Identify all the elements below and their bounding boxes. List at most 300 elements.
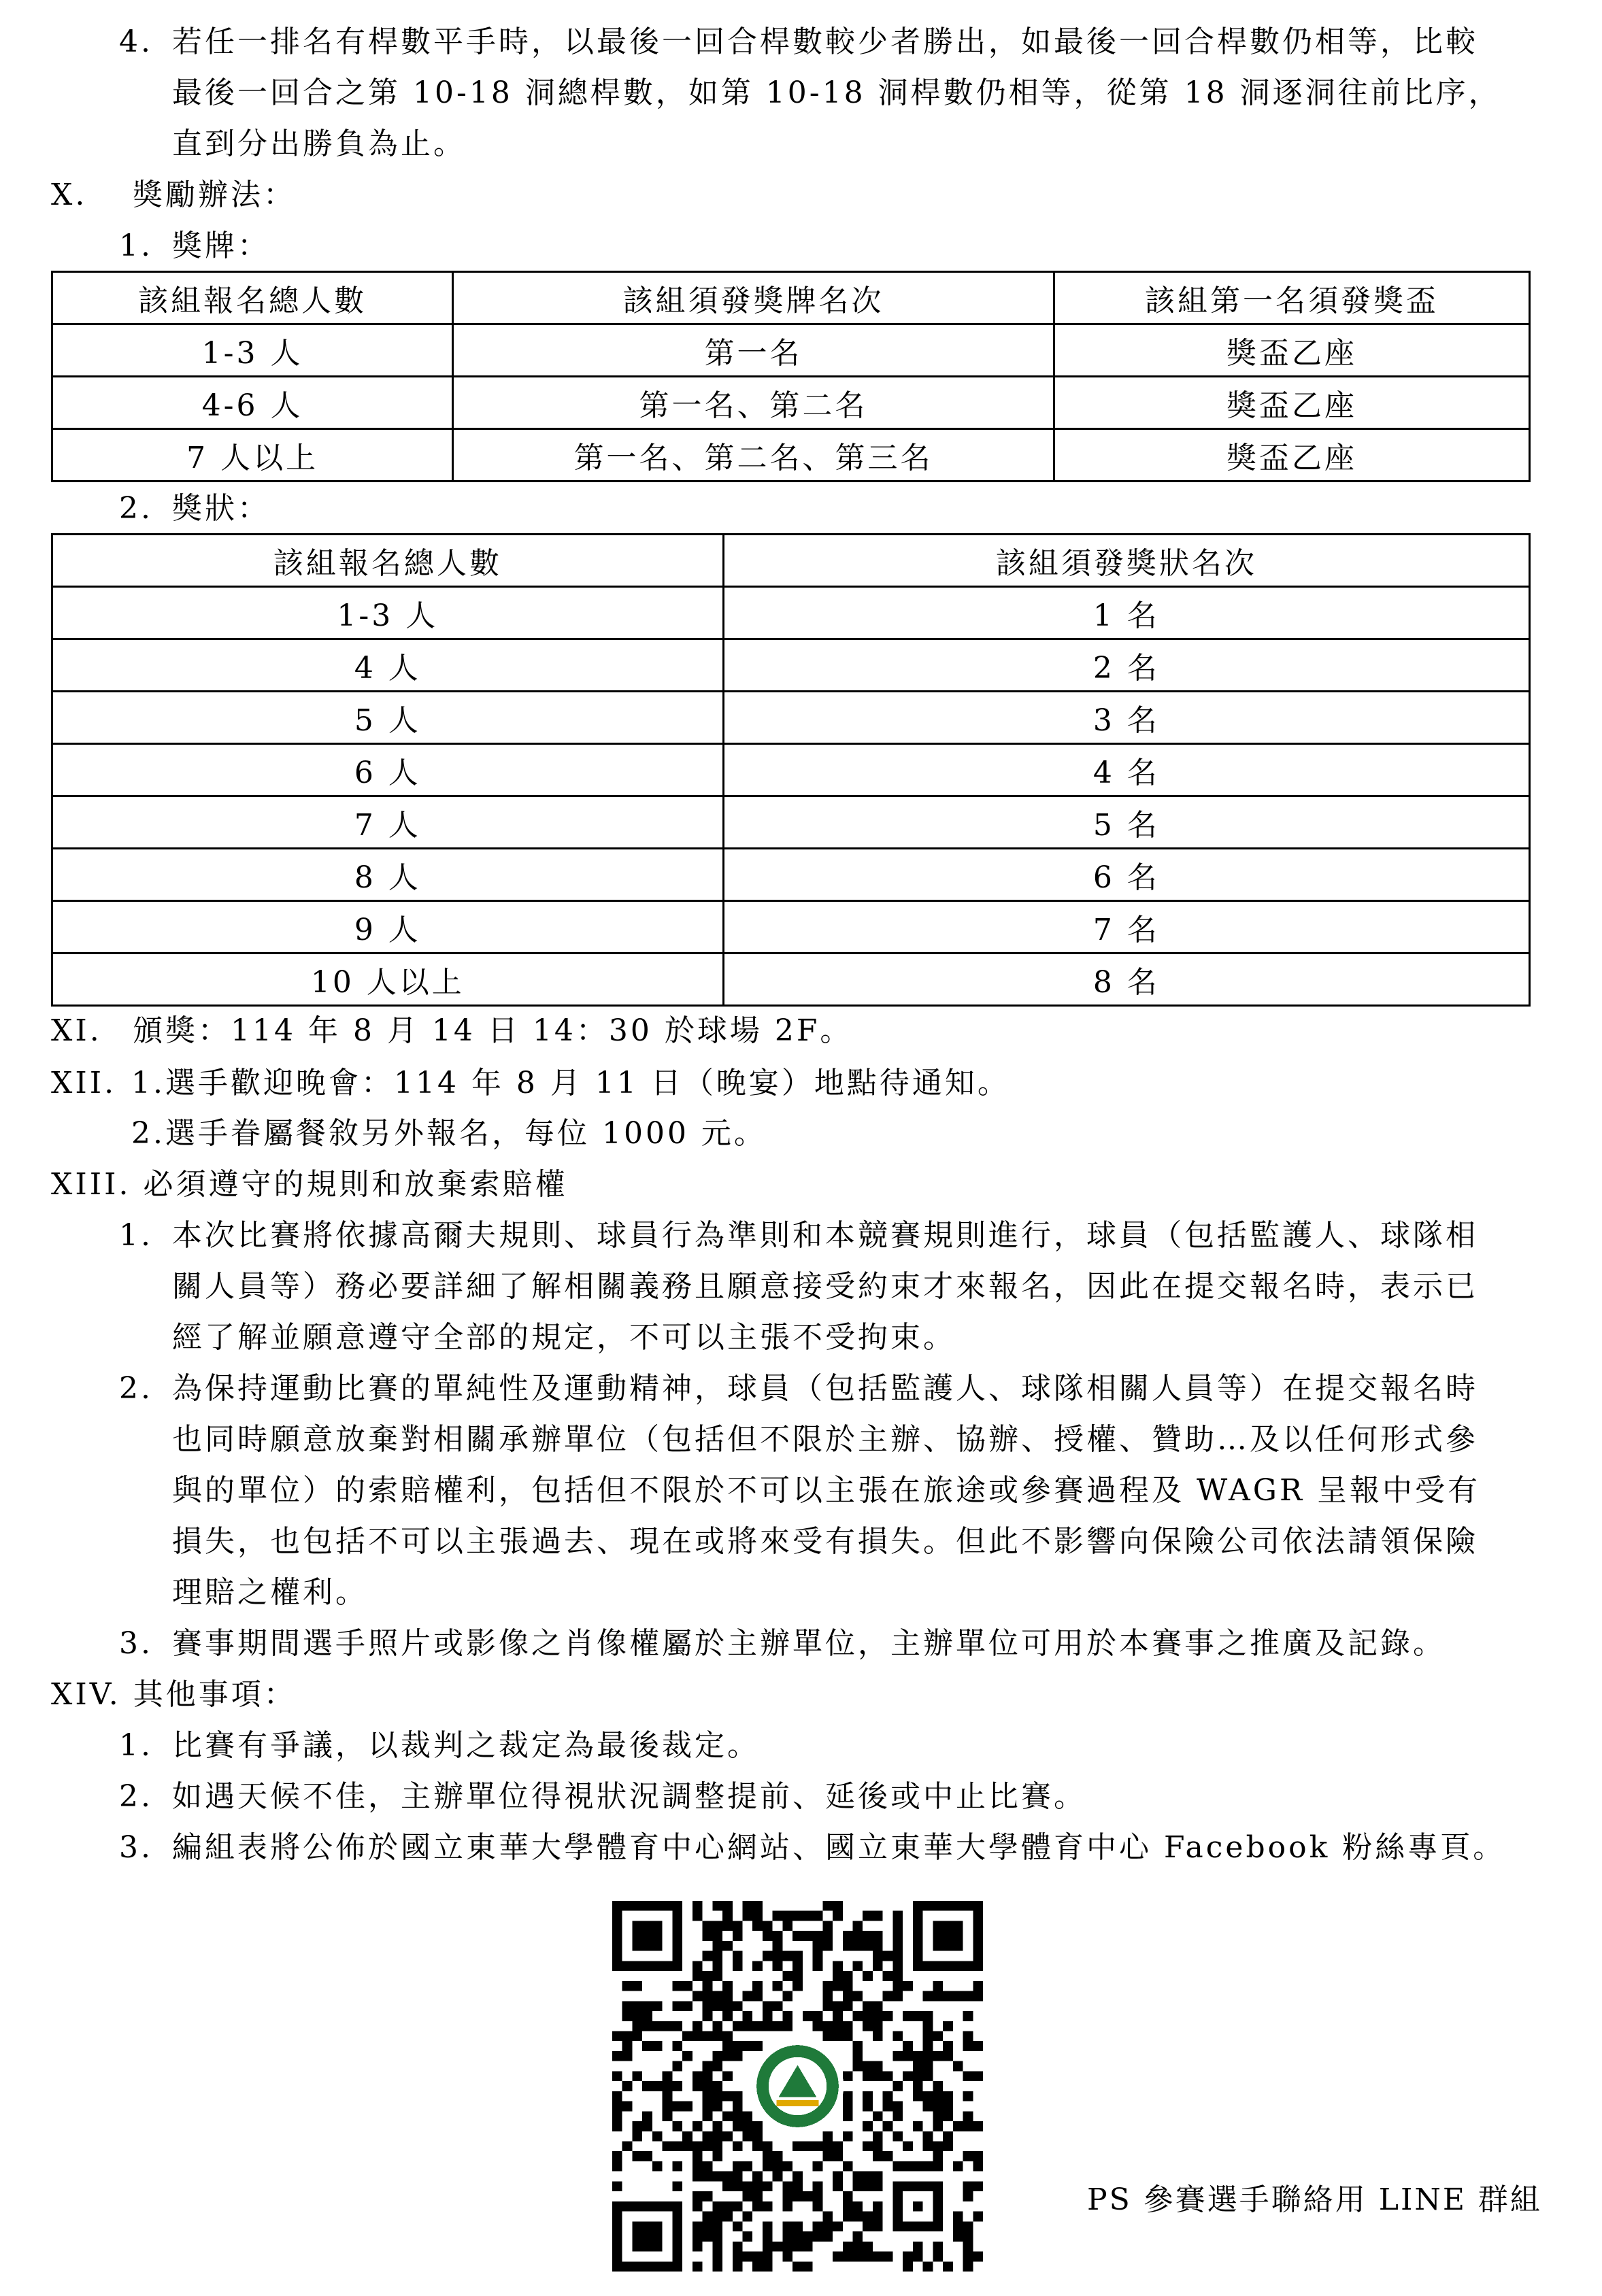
table-row [52, 953, 1530, 1006]
qr-module [752, 2191, 763, 2201]
qr-module [782, 1971, 792, 1981]
qr-module [923, 2142, 933, 2152]
qr-module [843, 1931, 853, 1941]
qr-module [853, 2242, 863, 2252]
qr-module [843, 2111, 853, 2121]
qr-module [733, 2041, 743, 2051]
sec13-item3-line1: 3. 賽事期間選手照片或影像之肖像權屬於主辦單位，主辦單位可用於本賽事之推廣及記錄。 [119, 1626, 1446, 1661]
qr-module [733, 2111, 743, 2121]
qr-module [712, 1951, 722, 1961]
qr-module [712, 2051, 722, 2061]
qr-module [973, 2161, 983, 2172]
qr-module [712, 1971, 722, 1981]
qr-module [642, 2151, 652, 2161]
table-header-cell: 該組第一名須發獎盃 [1054, 272, 1529, 324]
qr-module [622, 2031, 633, 2041]
qr-module [712, 1931, 722, 1941]
table-cell: 9 人 [52, 901, 724, 953]
qr-module [813, 2021, 823, 2031]
qr-module [883, 2151, 893, 2161]
qr-module [803, 2011, 813, 2021]
qr-module [813, 2181, 823, 2191]
qr-module [933, 2121, 943, 2131]
qr-module [703, 1991, 713, 2002]
table-row [52, 429, 1530, 482]
qr-module [892, 1911, 903, 1921]
qr-module [873, 2011, 883, 2021]
qr-module [892, 1991, 903, 2002]
qr-module [692, 2031, 703, 2041]
qr-module [803, 2191, 813, 2201]
qr-module [752, 1921, 763, 1931]
qr-module [742, 2212, 752, 2222]
qr-module [833, 2021, 843, 2031]
qr-module [873, 2212, 883, 2222]
qr-module [873, 2031, 883, 2041]
qr-module [813, 1961, 823, 1971]
qr-module [612, 2071, 622, 2081]
qr-module [773, 1941, 783, 1951]
qr-module [722, 2071, 733, 2081]
qr-module [843, 2212, 853, 2222]
qr-module [923, 2051, 933, 2061]
qr-module [822, 1901, 833, 1911]
qr-module [863, 2011, 873, 2021]
qr-module [733, 2001, 743, 2011]
qr-module [642, 2001, 652, 2011]
qr-module [873, 2252, 883, 2262]
qr-module [782, 2242, 792, 2252]
qr-module [612, 2101, 622, 2112]
qr-module [963, 2191, 973, 2201]
medal-heading: 1. 獎牌： [119, 229, 270, 263]
qr-module [763, 2181, 773, 2191]
qr-module [792, 2142, 803, 2152]
qr-module [752, 2201, 763, 2212]
qr-module [853, 2041, 863, 2051]
qr-module [863, 2172, 873, 2182]
qr-module [742, 2131, 752, 2142]
qr-module [692, 1991, 703, 2002]
qr-module [632, 2031, 642, 2041]
qr-module [763, 2201, 773, 2212]
qr-module [763, 2161, 773, 2172]
qr-module [963, 2011, 973, 2021]
qr-module [963, 2221, 973, 2231]
qr-module [703, 2191, 713, 2201]
qr-module [903, 2261, 913, 2272]
qr-module [692, 2172, 703, 2182]
qr-module [722, 1901, 733, 1911]
qr-module [913, 2121, 923, 2131]
qr-module [873, 2001, 883, 2011]
qr-module [973, 2041, 983, 2051]
qr-module [803, 1931, 813, 1941]
qr-module [712, 2221, 722, 2231]
qr-module [892, 2131, 903, 2142]
qr-module [873, 2221, 883, 2231]
qr-module [733, 2021, 743, 2031]
qr-module [822, 2031, 833, 2041]
qr-module [953, 1991, 963, 2002]
qr-module [913, 2081, 923, 2091]
table-cell: 2 名 [723, 639, 1529, 692]
qr-module [692, 2121, 703, 2131]
qr-module [692, 2201, 703, 2212]
qr-module [943, 2142, 953, 2152]
table-header-cell: 該組報名總人數 [52, 272, 453, 324]
table-cell: 4 人 [52, 639, 724, 692]
qr-module [822, 1921, 833, 1931]
qr-module [813, 1931, 823, 1941]
table-cell: 第一名 [453, 324, 1054, 377]
qr-module [903, 2051, 913, 2061]
qr-module [763, 2221, 773, 2231]
qr-module [733, 2101, 743, 2112]
qr-module [843, 2201, 853, 2212]
qr-module [873, 1941, 883, 1951]
qr-module [703, 2071, 713, 2081]
table-row [52, 849, 1530, 901]
qr-module [742, 2041, 752, 2051]
qr-module [973, 1981, 983, 1991]
qr-module [863, 1931, 873, 1941]
qr-module [712, 2231, 722, 2242]
table-cell: 第一名、第二名 [453, 377, 1054, 429]
qr-module [943, 2091, 953, 2101]
qr-module [873, 2201, 883, 2212]
qr-module [853, 2201, 863, 2212]
qr-module [843, 2031, 853, 2041]
qr-module [892, 1951, 903, 1961]
qr-module [973, 2252, 983, 2262]
qr-module [663, 2091, 673, 2101]
qr-module [672, 2101, 682, 2112]
qr-module [863, 2021, 873, 2031]
qr-module [703, 2061, 713, 2072]
qr-module [892, 1921, 903, 1931]
qr-module [943, 2051, 953, 2061]
qr-module [752, 2041, 763, 2051]
qr-module [863, 2101, 873, 2112]
qr-module [913, 2161, 923, 2172]
qr-module [712, 2261, 722, 2272]
qr-module [733, 1951, 743, 1961]
qr-module [853, 1921, 863, 1931]
qr-module [933, 2101, 943, 2112]
qr-module [692, 2021, 703, 2031]
qr-module [692, 1971, 703, 1981]
qr-module [792, 1971, 803, 1981]
qr-module [913, 2091, 923, 2101]
sec13-item2-line3: 與的單位）的索賠權利，包括但不限於不可以主張在旅途或參賽過程及 WAGR 呈報中受有 [172, 1473, 1481, 1508]
qr-module [822, 1931, 833, 1941]
sec13-item1-line3: 經了解並願意遵守全部的規定，不可以主張不受拘束。 [172, 1320, 956, 1355]
qr-module [833, 1971, 843, 1981]
qr-module [873, 2111, 883, 2121]
qr-module [652, 2001, 663, 2011]
qr-module [752, 2131, 763, 2142]
qr-module [822, 1941, 833, 1951]
qr-module [973, 1991, 983, 2002]
qr-module [792, 2261, 803, 2272]
qr-module [763, 2021, 773, 2031]
qr-module [703, 2221, 713, 2231]
table-cell: 10 人以上 [52, 953, 724, 1006]
qr-module [733, 2181, 743, 2191]
qr-module [752, 1911, 763, 1921]
table-row [52, 692, 1530, 744]
qr-module [782, 1991, 792, 2002]
qr-module [822, 2221, 833, 2231]
qr-module [913, 2071, 923, 2081]
qr-module [943, 2131, 953, 2142]
qr-module [843, 2001, 853, 2011]
qr-module [792, 1981, 803, 1991]
qr-module [612, 2161, 622, 2172]
qr-module [803, 2242, 813, 2252]
qr-module [903, 2161, 913, 2172]
qr-module [792, 2181, 803, 2191]
qr-module [712, 2021, 722, 2031]
qr-module [663, 2081, 673, 2091]
qr-module [933, 2151, 943, 2161]
qr-module [923, 1991, 933, 2002]
table-cell: 6 人 [52, 744, 724, 796]
qr-module [813, 1911, 823, 1921]
qr-module [722, 2212, 733, 2222]
qr-module [682, 2131, 692, 2142]
qr-module [813, 1941, 823, 1951]
qr-module [782, 2252, 792, 2262]
qr-module [742, 1991, 752, 2002]
table-header-row [52, 272, 1530, 324]
qr-module [632, 2151, 642, 2161]
sec13-item2-line4: 損失，也包括不可以主張過去、現在或將來受有損失。但此不影響向保險公司依法請領保險 [172, 1524, 1478, 1559]
qr-module [963, 2111, 973, 2121]
qr-module [652, 2041, 663, 2051]
qr-module [712, 1921, 722, 1931]
qr-module [632, 1981, 642, 1991]
qr-module [752, 1981, 763, 1991]
qr-module [843, 2021, 853, 2031]
qr-module [903, 2071, 913, 2081]
qr-module [873, 2151, 883, 2161]
qr-module [943, 2261, 953, 2272]
qr-module [692, 2221, 703, 2231]
qr-module [853, 1941, 863, 1951]
qr-module [833, 2252, 843, 2262]
qr-module [973, 2151, 983, 2161]
qr-module [873, 1911, 883, 1921]
qr-module [822, 2021, 833, 2031]
qr-module [843, 1981, 853, 1991]
qr-module [672, 2001, 682, 2011]
table-cell: 5 名 [723, 796, 1529, 849]
qr-module [712, 2081, 722, 2091]
qr-module [863, 2001, 873, 2011]
qr-module [822, 2131, 833, 2142]
qr-module [913, 2051, 923, 2061]
qr-module [752, 2261, 763, 2272]
qr-module [632, 2021, 642, 2031]
qr-module [733, 2172, 743, 2182]
qr-module [752, 2181, 763, 2191]
qr-module [692, 2081, 703, 2091]
qr-module [943, 2041, 953, 2051]
qr-module [792, 1911, 803, 1921]
qr-module [622, 2001, 633, 2011]
qr-module [622, 2041, 633, 2051]
qr-module [933, 2081, 943, 2091]
qr-module [813, 2221, 823, 2231]
qr-module [973, 2071, 983, 2081]
sec13-item2-line5: 理賠之權利。 [172, 1575, 368, 1610]
qr-module [792, 2172, 803, 2182]
table-cell: 7 人 [52, 796, 724, 849]
qr-module [782, 2011, 792, 2021]
qr-module [843, 1991, 853, 2002]
qr-module [773, 2161, 783, 2172]
qr-module [843, 2161, 853, 2172]
qr-module [892, 2051, 903, 2061]
qr-module [632, 2001, 642, 2011]
qr-module [612, 2181, 622, 2191]
qr-module [703, 2212, 713, 2222]
qr-module [682, 2142, 692, 2152]
qr-module [873, 1961, 883, 1971]
qr-module [943, 1991, 953, 2002]
qr-module [963, 2151, 973, 2161]
qr-module [682, 1981, 692, 1991]
qr-module [622, 1981, 633, 1991]
qr-module [663, 2142, 673, 2152]
qr-module [722, 2041, 733, 2051]
qr-module [722, 1941, 733, 1951]
qr-module [733, 2261, 743, 2272]
qr-module [742, 2121, 752, 2131]
table-cell: 8 人 [52, 849, 724, 901]
qr-module [773, 2151, 783, 2161]
qr-module [742, 2021, 752, 2031]
qr-module [642, 2081, 652, 2091]
qr-module [963, 2181, 973, 2191]
qr-module [733, 2091, 743, 2101]
qr-module [773, 1931, 783, 1941]
qr-module [973, 2181, 983, 2191]
qr-module [712, 2001, 722, 2011]
qr-module [873, 2061, 883, 2072]
sec14-heading: XIV. 其他事項： [51, 1677, 297, 1712]
qr-module [692, 2242, 703, 2252]
qr-module [773, 1981, 783, 1991]
qr-module [833, 2031, 843, 2041]
qr-module [843, 1971, 853, 1981]
qr-module [782, 2021, 792, 2031]
certificate-table [51, 533, 1531, 1007]
qr-module [703, 2011, 713, 2021]
qr-module [612, 2151, 622, 2161]
qr-module [913, 2242, 923, 2252]
qr-module [963, 2041, 973, 2051]
qr-module [923, 2161, 933, 2172]
qr-module [692, 2161, 703, 2172]
qr-module [903, 2252, 913, 2262]
qr-module [763, 1951, 773, 1961]
qr-module [733, 1961, 743, 1971]
qr-module [733, 2252, 743, 2262]
qr-module [752, 2021, 763, 2031]
qr-module [712, 1941, 722, 1951]
qr-module [822, 2142, 833, 2152]
qr-module [892, 2101, 903, 2112]
qr-module [933, 2111, 943, 2121]
qr-module [742, 2252, 752, 2262]
qr-module [843, 2191, 853, 2201]
qr-module [712, 2121, 722, 2131]
qr-module [703, 1931, 713, 1941]
qr-module [712, 2101, 722, 2112]
qr-module [863, 1971, 873, 1981]
qr-module [853, 2212, 863, 2222]
qr-module [883, 2252, 893, 2262]
qr-module [863, 2091, 873, 2101]
qr-module [973, 2121, 983, 2131]
qr-module [622, 2142, 633, 2152]
table-cell: 4 名 [723, 744, 1529, 796]
qr-module [622, 2051, 633, 2061]
qr-module [763, 2231, 773, 2242]
qr-module [863, 1941, 873, 1951]
sec10-heading: X. 獎勵辦法： [51, 178, 296, 212]
qr-module [763, 2001, 773, 2011]
qr-module [803, 1911, 813, 1921]
qr-module [853, 2252, 863, 2262]
qr-module [873, 2181, 883, 2191]
qr-module [892, 1971, 903, 1981]
qr-module [963, 2121, 973, 2131]
qr-module [712, 2131, 722, 2142]
qr-module [703, 2001, 713, 2011]
qr-module [843, 2071, 853, 2081]
qr-module [742, 2011, 752, 2021]
qr-module [933, 2091, 943, 2101]
qr-module [923, 2061, 933, 2072]
qr-module [933, 1991, 943, 2002]
qr-module [833, 2172, 843, 2182]
qr-module [963, 1991, 973, 2002]
qr-module [722, 1991, 733, 2002]
qr-module [903, 2011, 913, 2021]
qr-module [833, 2151, 843, 2161]
qr-module [733, 2242, 743, 2252]
qr-module [632, 2121, 642, 2131]
qr-module [923, 2031, 933, 2041]
qr-module [733, 2201, 743, 2212]
qr-module [863, 2242, 873, 2252]
qr-module [612, 2111, 622, 2121]
qr-module [843, 2101, 853, 2112]
qr-module [733, 2142, 743, 2152]
qr-module [923, 2011, 933, 2021]
qr-module [813, 2161, 823, 2172]
line-group-qr-code[interactable] [612, 1901, 983, 2272]
qr-module [913, 2252, 923, 2262]
rule4-line3: 直到分出勝負為止。 [172, 126, 466, 161]
qr-module [853, 1931, 863, 1941]
qr-module [622, 2081, 633, 2091]
qr-module [642, 2021, 652, 2031]
